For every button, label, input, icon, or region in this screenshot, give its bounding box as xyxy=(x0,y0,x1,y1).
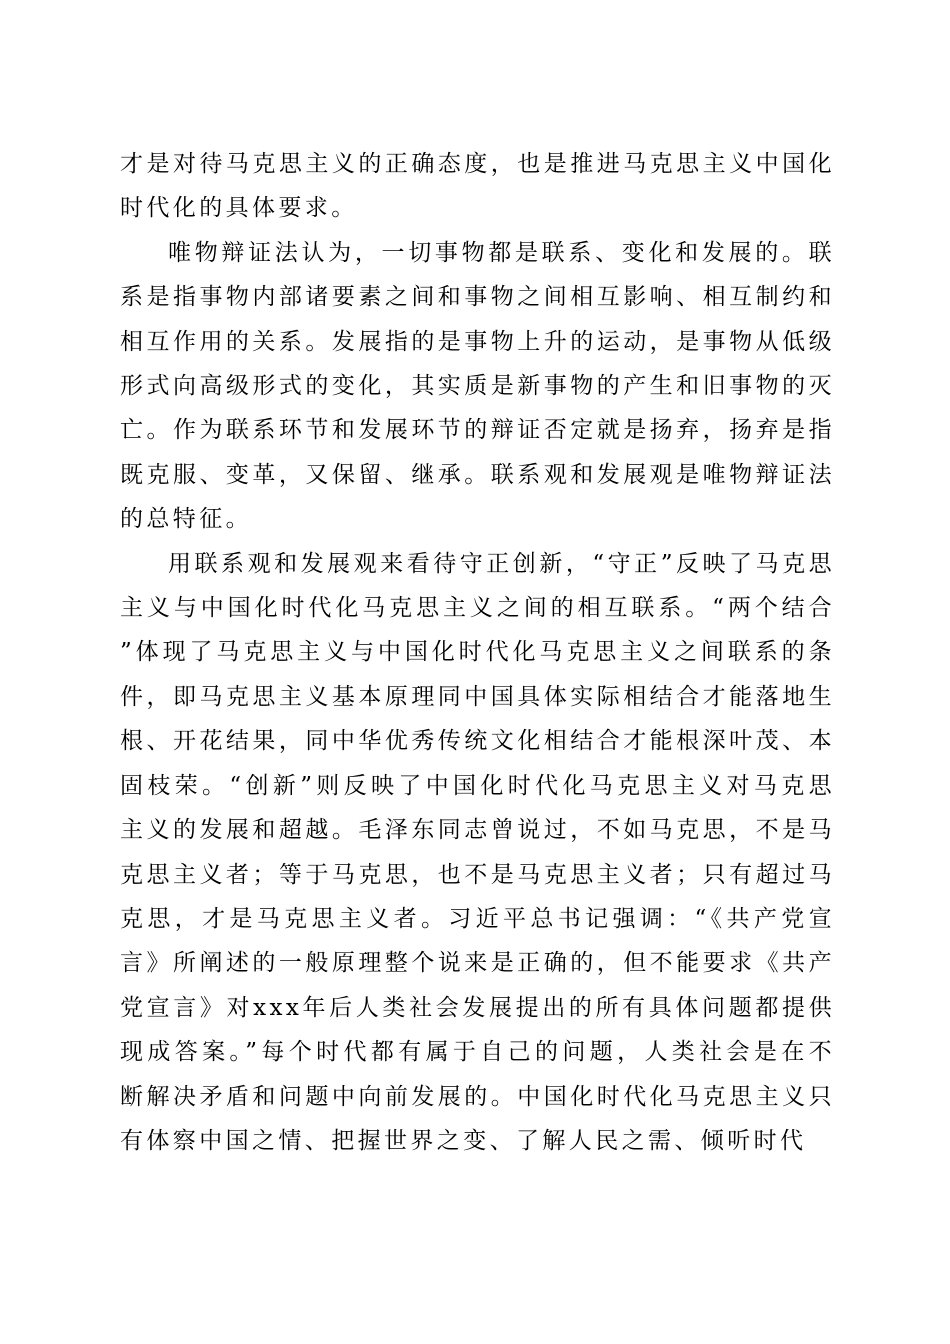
paragraph-dialectics: 唯物辩证法认为，一切事物都是联系、变化和发展的。联系是指事物内部诸要素之间和事物之间相互影响、相互制约和相互作用的关系。发展指的是事物上升的运动，是事物从低级形式向高级形式的变化，其实质是新事物的产生和旧事物的灭亡。作为联系环节和发展环节的辩证否定就是扬弃，扬弃是指既克服、变革，又保留、继承。联系观和发展观是唯物辩证法的总特征。 xyxy=(120,239,835,533)
document-body xyxy=(120,142,835,1163)
paragraph-innovation: 用联系观和发展观来看待守正创新，“守正”反映了马克思主义与中国化时代化马克思主义之间的相互联系。“两个结合”体现了马克思主义与中国化时代化马克思主义之间联系的条件，即马克思主义基本原理同中国具体实际相结合才能落地生根、开花结果，同中华优秀传统文化相结合才能根深叶茂、本固枝荣。“创新”则反映了中国化时代化马克思主义对马克思主义的发展和超越。毛泽东同志曾说过，不如马克思，不是马克思主义者；等于马克思，也不是马克思主义者；只有超过马克思，才是马克思主义者。习近平总书记强调：“《共产党宣言》所阐述的一般原理整个说来是正确的，但不能要求《共产党宣言》对xxx年后人类社会发展提出的所有具体问题都提供现成答案。”每个时代都有属于自己的问题，人类社会是在不断解决矛盾和问题中向前发展的。中国化时代化马克思主义只有体察中国之情、把握世界之变、了解人民之需、倾听时代 xyxy=(120,550,835,1154)
paragraph-continuation: 才是对待马克思主义的正确态度，也是推进马克思主义中国化时代化的具体要求。 xyxy=(120,151,835,222)
